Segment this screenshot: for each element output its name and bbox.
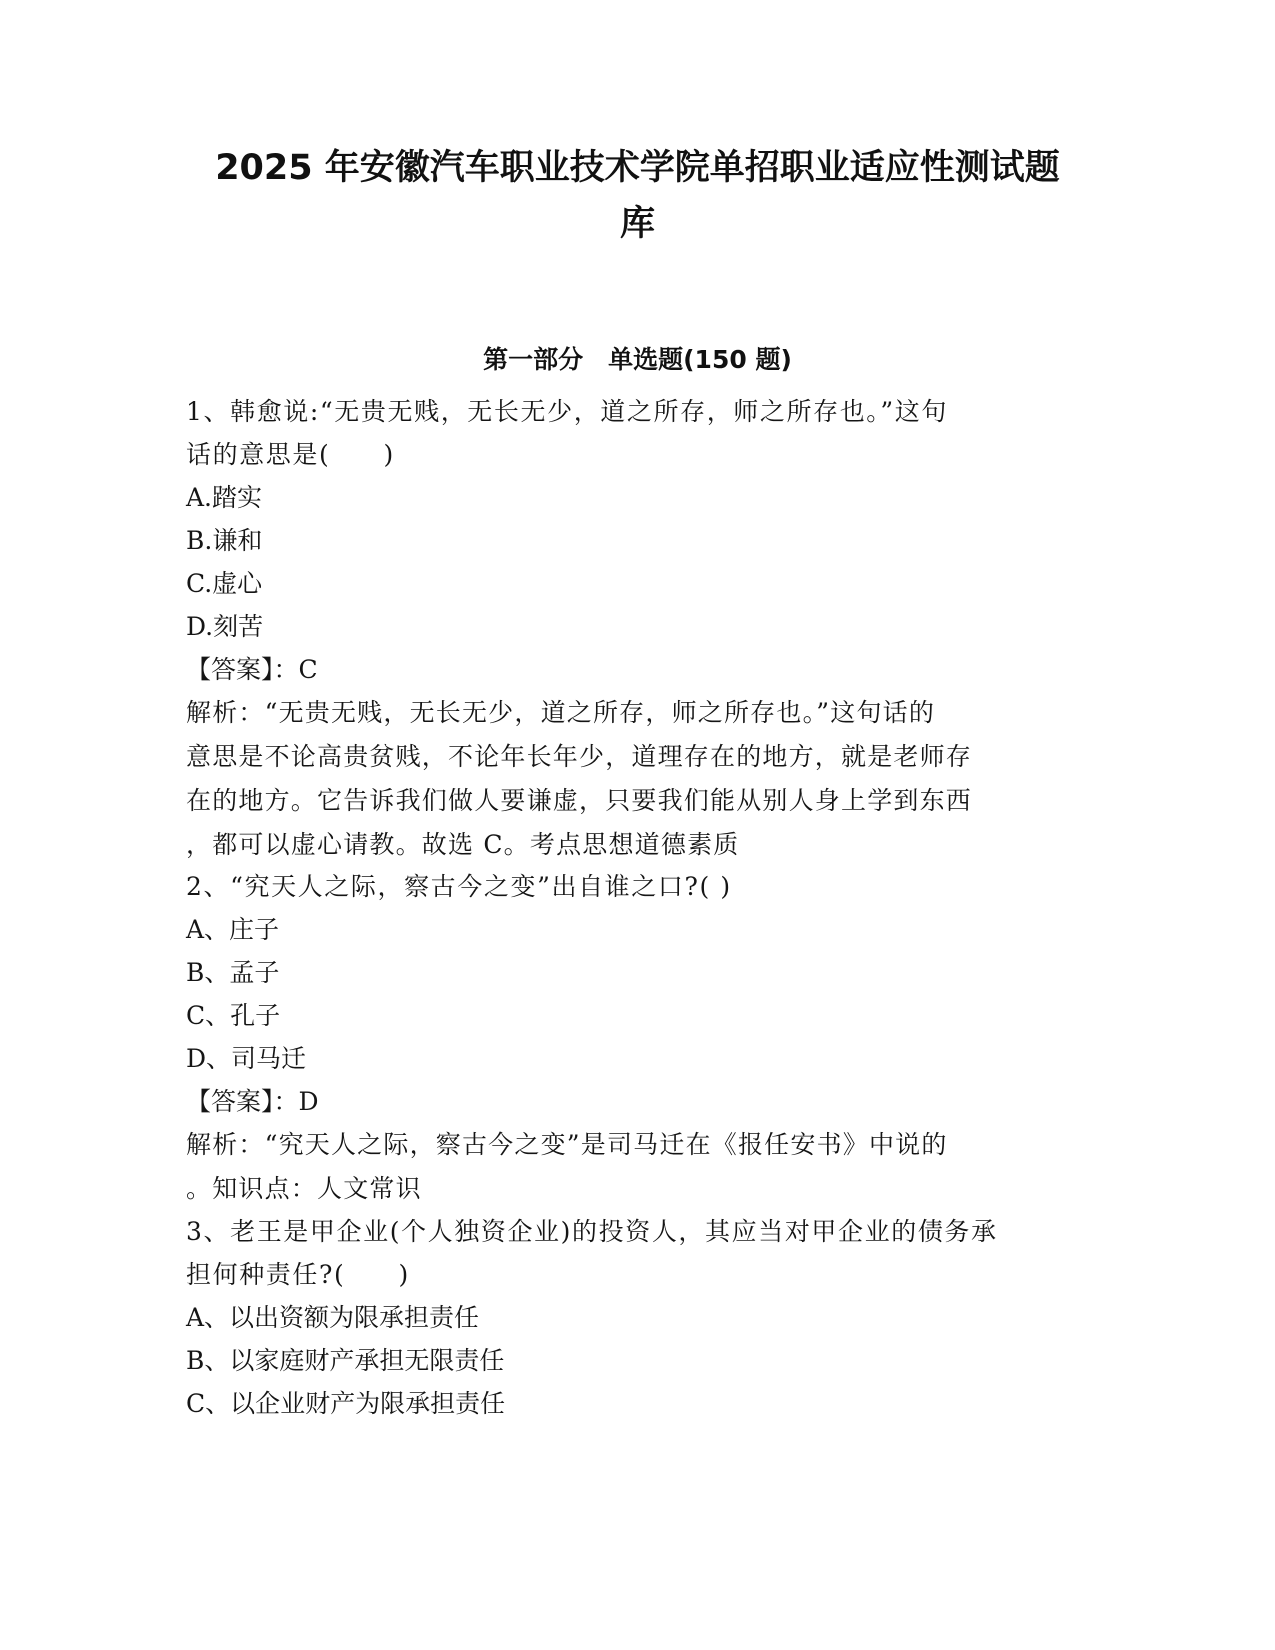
option-b: B、以家庭财产承担无限责任 bbox=[186, 1346, 505, 1375]
option-b: B.谦和 bbox=[186, 526, 263, 555]
option-d: D、司马迁 bbox=[186, 1044, 307, 1073]
section-heading: 第一部分 单选题(150 题) bbox=[483, 345, 792, 374]
question-stem-line: 话的意思是( ) bbox=[186, 440, 395, 469]
question-1 bbox=[186, 390, 1066, 867]
option-a: A、以出资额为限承担责任 bbox=[186, 1303, 480, 1332]
document-title bbox=[150, 140, 1125, 252]
option-c: C、以企业财产为限承担责任 bbox=[186, 1389, 506, 1418]
question-2 bbox=[186, 865, 1066, 1211]
question-stem-line: 2、“究天人之际，察古今之变”出自谁之口?( ) bbox=[186, 872, 732, 901]
question-stem-line: 3、老王是甲企业(个人独资企业)的投资人，其应当对甲企业的债务承 bbox=[186, 1217, 998, 1246]
answer-line: 【答案】：D bbox=[186, 1087, 319, 1116]
question-3 bbox=[186, 1210, 1066, 1425]
option-a: A、庄子 bbox=[186, 915, 280, 944]
option-c: C.虚心 bbox=[186, 569, 263, 598]
explanation-line: 在的地方。它告诉我们做人要谦虚，只要我们能从别人身上学到东西 bbox=[186, 786, 973, 815]
question-stem-line: 1、韩愈说:“无贵无贱，无长无少，道之所存，师之所存也。”这句 bbox=[186, 397, 948, 426]
explanation-line: 解析：“无贵无贱，无长无少，道之所存，师之所存也。”这句话的 bbox=[186, 698, 936, 727]
explanation-line: 意思是不论高贵贫贱，不论年长年少，道理存在的地方，就是老师存 bbox=[186, 742, 973, 771]
document-title-line-1: 2025 年安徽汽车职业技术学院单招职业适应性测试题 bbox=[215, 148, 1060, 188]
explanation-line: 解析：“究天人之际，察古今之变”是司马迁在《报任安书》中说的 bbox=[186, 1130, 948, 1159]
question-stem-line: 担何种责任?( ) bbox=[186, 1260, 410, 1289]
explanation-line: ，都可以虚心请教。故选 C。考点思想道德素质 bbox=[186, 830, 740, 859]
answer-line: 【答案】：C bbox=[186, 655, 318, 684]
option-c: C、孔子 bbox=[186, 1001, 281, 1030]
option-a: A.踏实 bbox=[186, 483, 263, 512]
document-title-line-2: 库 bbox=[619, 204, 655, 244]
option-b: B、孟子 bbox=[186, 958, 280, 987]
option-d: D.刻苦 bbox=[186, 612, 264, 641]
explanation-line: 。知识点：人文常识 bbox=[186, 1174, 422, 1203]
